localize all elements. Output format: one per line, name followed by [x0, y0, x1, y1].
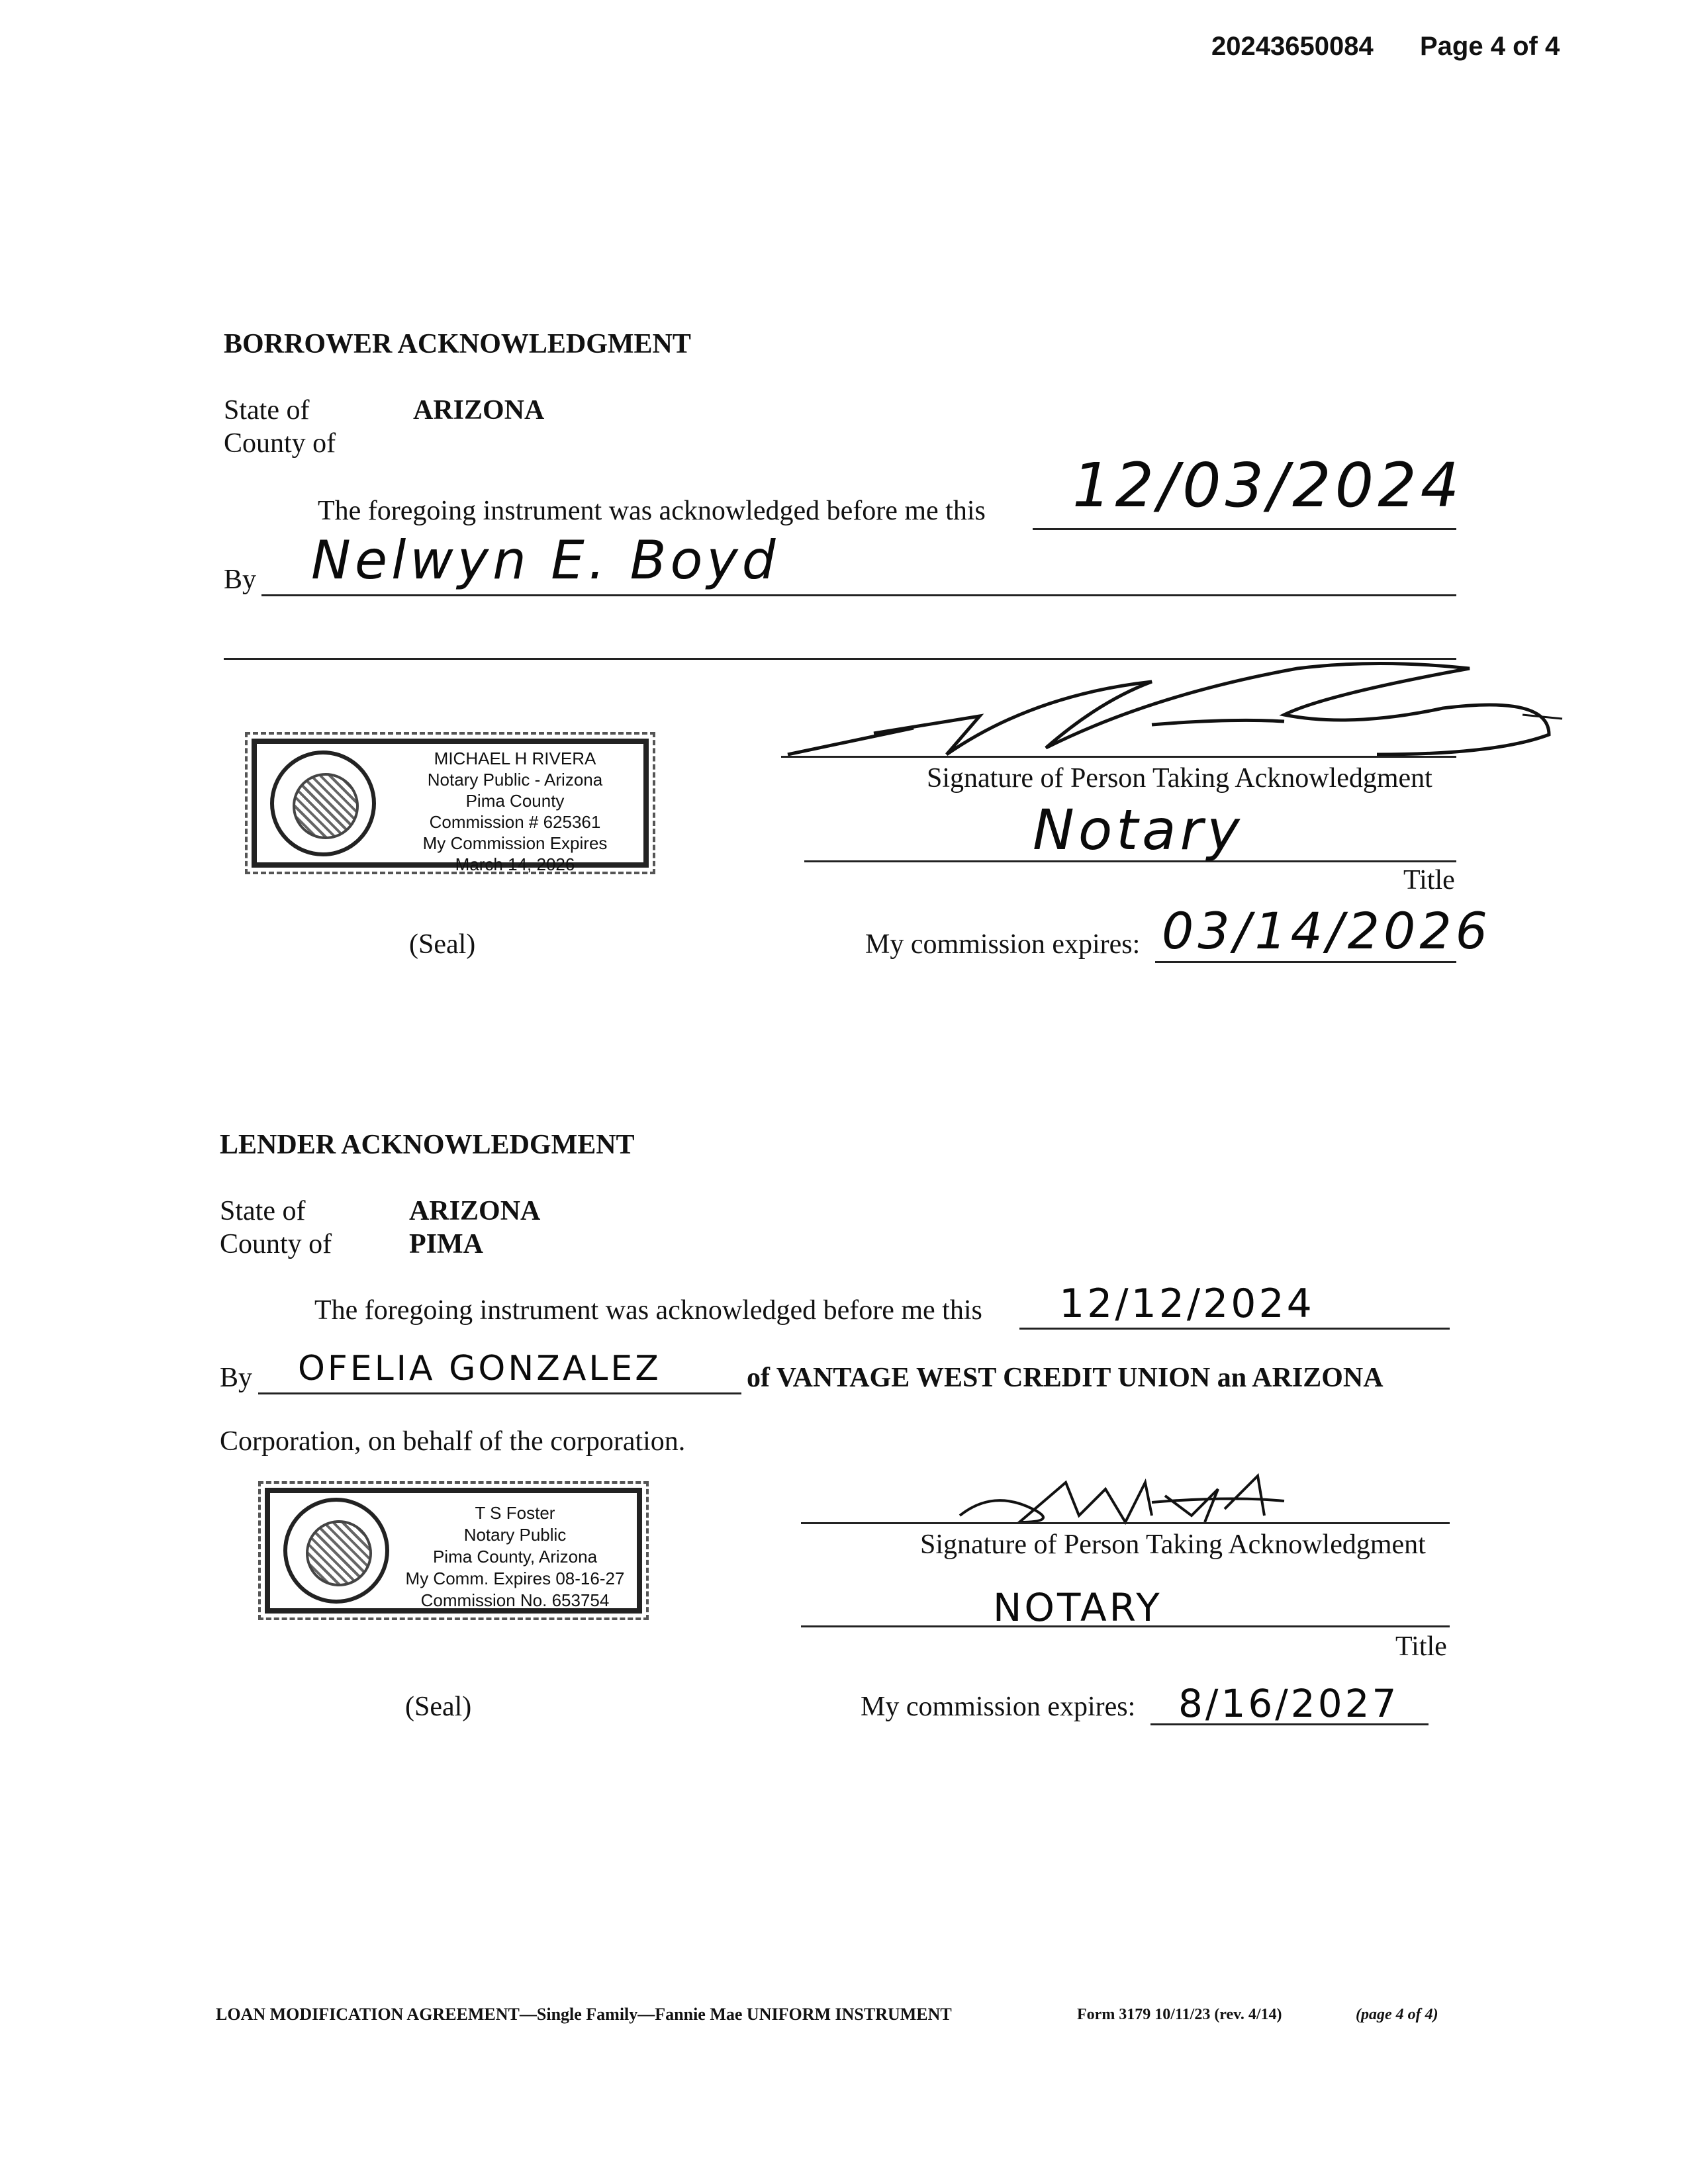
borrower-title-handwritten: Notary: [1033, 797, 1244, 862]
borrower-expires-label: My commission expires:: [865, 929, 1141, 960]
lender-intro-text: The foregoing instrument was acknowledged before me this: [314, 1295, 982, 1326]
footer-page-number: (page 4 of 4): [1356, 2006, 1438, 2023]
borrower-expires-handwritten: 03/14/2026: [1162, 901, 1492, 960]
lender-notary-stamp: [265, 1488, 642, 1614]
stamp-line: T S Foster: [475, 1503, 555, 1523]
borrower-signature-line: [781, 756, 1456, 758]
stamp-line: March 14, 2026: [455, 854, 575, 874]
borrower-county-label: County of: [224, 428, 336, 459]
lender-date-handwritten: 12/12/2024: [1059, 1281, 1315, 1327]
lender-expires-label: My commission expires:: [861, 1692, 1136, 1722]
borrower-date-line: [1033, 528, 1456, 530]
borrower-by-line: [261, 594, 1456, 596]
borrower-state-label: State of: [224, 395, 310, 426]
lender-title-handwritten: NOTARY: [993, 1585, 1162, 1630]
lender-notary-signature: [953, 1469, 1297, 1529]
lender-expires-handwritten: 8/16/2027: [1178, 1681, 1399, 1726]
arizona-state-seal-icon: [270, 751, 376, 856]
borrower-by-name-handwritten: Nelwyn E. Boyd: [311, 529, 780, 591]
lender-date-line: [1019, 1328, 1450, 1330]
lender-of-text: of VANTAGE WEST CREDIT UNION an ARIZONA: [747, 1363, 1383, 1393]
lender-state-label: State of: [220, 1196, 306, 1226]
stamp-line: Commission No. 653754: [420, 1590, 610, 1610]
page-indicator: Page 4 of 4: [1420, 32, 1560, 61]
borrower-by-label: By: [224, 565, 257, 595]
borrower-heading: BORROWER ACKNOWLEDGMENT: [224, 329, 691, 359]
stamp-line: Commission # 625361: [429, 812, 601, 832]
borrower-state-value: ARIZONA: [413, 395, 545, 426]
borrower-notary-stamp: [252, 739, 649, 874]
stamp-line: My Commission Expires: [422, 833, 608, 853]
stamp-line: MICHAEL H RIVERA: [434, 749, 596, 768]
stamp-line: Notary Public: [463, 1525, 567, 1545]
lender-signature-caption: Signature of Person Taking Acknowledgment: [920, 1529, 1426, 1560]
footer-form-number: Form 3179 10/11/23 (rev. 4/14): [1077, 2006, 1282, 2023]
stamp-line: Notary Public - Arizona: [427, 770, 603, 790]
stamp-line: Pima County: [465, 791, 565, 811]
lender-by-label: By: [220, 1363, 253, 1393]
borrower-seal-label: (Seal): [409, 929, 476, 960]
lender-title-label: Title: [1395, 1631, 1447, 1662]
lender-seal-label: (Seal): [405, 1692, 472, 1722]
lender-signature-line: [801, 1522, 1450, 1524]
lender-county-value: PIMA: [409, 1229, 483, 1259]
borrower-expires-line: [1155, 961, 1456, 963]
lender-state-value: ARIZONA: [409, 1196, 541, 1226]
borrower-title-label: Title: [1403, 865, 1455, 895]
arizona-state-seal-icon: [283, 1498, 389, 1604]
borrower-notary-signature: [781, 655, 1575, 768]
borrower-signature-caption: Signature of Person Taking Acknowledgment: [927, 763, 1432, 794]
lender-heading: LENDER ACKNOWLEDGMENT: [220, 1130, 635, 1160]
borrower-intro-text: The foregoing instrument was acknowledged before me this: [318, 496, 986, 526]
document-number: 20243650084: [1211, 32, 1374, 61]
lender-by-name-handwritten: OFELIA GONZALEZ: [298, 1349, 661, 1388]
stamp-line: My Comm. Expires 08-16-27: [405, 1569, 625, 1588]
footer-instrument-title: LOAN MODIFICATION AGREEMENT—Single Family—Fannie Mae UNIFORM INSTRUMENT: [216, 2005, 952, 2024]
stamp-line: Pima County, Arizona: [432, 1547, 598, 1567]
lender-county-label: County of: [220, 1229, 332, 1259]
lender-corporation-text: Corporation, on behalf of the corporation.: [220, 1426, 686, 1457]
borrower-date-handwritten: 12/03/2024: [1072, 450, 1464, 521]
lender-by-line: [258, 1392, 741, 1394]
